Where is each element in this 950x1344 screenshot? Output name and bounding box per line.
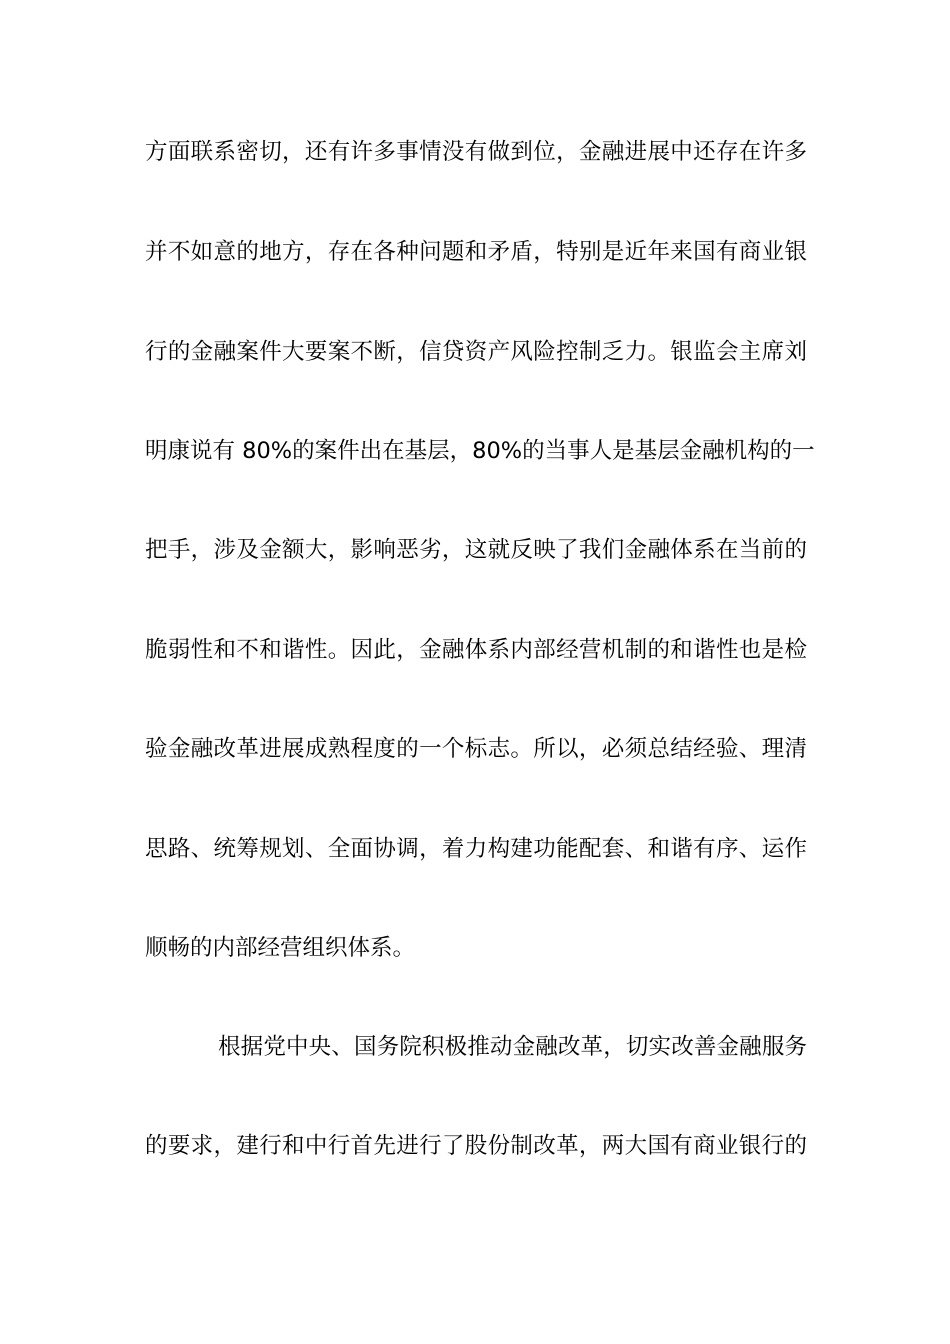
text-line-11: 的要求，建行和中行首先进行了股份制改革，两大国有商业银行的	[145, 1133, 807, 1159]
text-line-3: 行的金融案件大要案不断，信贷资产风险控制乏力。银监会主席刘	[145, 339, 807, 365]
text-line-4: 明康说有 80%的案件出在基层，80%的当事人是基层金融机构的一	[145, 438, 815, 464]
text-line-5: 把手，涉及金额大，影响恶劣，这就反映了我们金融体系在当前的	[145, 537, 807, 563]
text-line-9: 顺畅的内部经营组织体系。	[145, 935, 416, 961]
text-line-2: 并不如意的地方，存在各种问题和矛盾，特别是近年来国有商业银	[145, 239, 807, 265]
text-line-8: 思路、统筹规划、全面协调，着力构建功能配套、和谐有序、运作	[145, 836, 807, 862]
text-line-1: 方面联系密切，还有许多事情没有做到位，金融进展中还存在许多	[145, 139, 807, 165]
text-line-10: 根据党中央、国务院积极推动金融改革，切实改善金融服务	[218, 1034, 807, 1060]
text-line-6: 脆弱性和不和谐性。因此，金融体系内部经营机制的和谐性也是检	[145, 637, 807, 663]
text-line-7: 验金融改革进展成熟程度的一个标志。所以，必须总结经验、理清	[145, 736, 807, 762]
